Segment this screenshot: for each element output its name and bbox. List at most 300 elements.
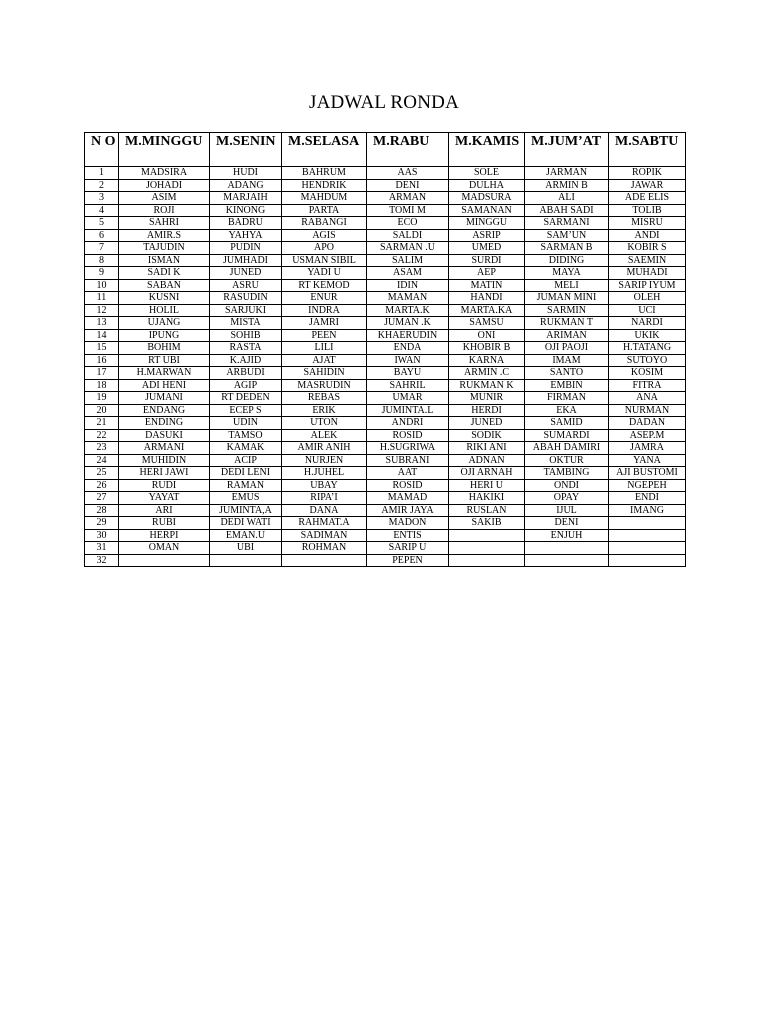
- table-row: [85, 467, 686, 480]
- cell-minggu: BOHIM: [119, 342, 210, 355]
- table-row: [85, 242, 686, 255]
- cell-senin: UBI: [210, 542, 282, 555]
- cell-senin: RT DEDEN: [210, 392, 282, 405]
- table-row: [85, 167, 686, 180]
- cell-sabtu: TOLIB: [609, 204, 686, 217]
- cell-jumat: MELI: [525, 279, 609, 292]
- table-row: [85, 367, 686, 380]
- cell-jumat: RUKMAN T: [525, 317, 609, 330]
- cell-kamis: SURDI: [449, 254, 525, 267]
- cell-kamis: SODIK: [449, 429, 525, 442]
- cell-kamis: SAMSU: [449, 317, 525, 330]
- cell-no: 2: [85, 179, 119, 192]
- cell-selasa: MASRUDIN: [282, 379, 367, 392]
- cell-sabtu: [609, 529, 686, 542]
- cell-senin: SOHIB: [210, 329, 282, 342]
- cell-jumat: ABAH DAMIRI: [525, 442, 609, 455]
- cell-senin: KINONG: [210, 204, 282, 217]
- cell-no: 5: [85, 217, 119, 230]
- table-row: [85, 279, 686, 292]
- cell-jumat: JARMAN: [525, 167, 609, 180]
- page-title: JADWAL RONDA: [309, 92, 459, 113]
- cell-senin: K.AJID: [210, 354, 282, 367]
- cell-kamis: AEP: [449, 267, 525, 280]
- cell-rabu: ENDA: [367, 342, 449, 355]
- cell-rabu: ROSID: [367, 479, 449, 492]
- cell-senin: RASUDIN: [210, 292, 282, 305]
- table-row: [85, 429, 686, 442]
- cell-sabtu: NGEPEH: [609, 479, 686, 492]
- cell-jumat: ARMIN B: [525, 179, 609, 192]
- cell-minggu: ROJI: [119, 204, 210, 217]
- cell-rabu: AMIR JAYA: [367, 504, 449, 517]
- cell-jumat: OPAY: [525, 492, 609, 505]
- cell-minggu: RUDI: [119, 479, 210, 492]
- cell-sabtu: OLEH: [609, 292, 686, 305]
- cell-rabu: TOMI M: [367, 204, 449, 217]
- cell-selasa: AMIR ANIH: [282, 442, 367, 455]
- cell-rabu: H.SUGRIWA: [367, 442, 449, 455]
- cell-minggu: TAJUDIN: [119, 242, 210, 255]
- cell-no: 29: [85, 517, 119, 530]
- cell-minggu: SAHRI: [119, 217, 210, 230]
- cell-selasa: PARTA: [282, 204, 367, 217]
- table-row: [85, 517, 686, 530]
- cell-kamis: RUKMAN K: [449, 379, 525, 392]
- cell-sabtu: ENDI: [609, 492, 686, 505]
- cell-rabu: IWAN: [367, 354, 449, 367]
- cell-minggu: JOHADI: [119, 179, 210, 192]
- cell-minggu: [119, 554, 210, 567]
- cell-selasa: RAHMAT.A: [282, 517, 367, 530]
- cell-minggu: SABAN: [119, 279, 210, 292]
- header-rabu: M.RABU: [367, 133, 449, 167]
- header-selasa: M.SELASA: [282, 133, 367, 167]
- cell-sabtu: H.TATANG: [609, 342, 686, 355]
- cell-selasa: RABANGI: [282, 217, 367, 230]
- cell-jumat: MAYA: [525, 267, 609, 280]
- cell-rabu: PEPEN: [367, 554, 449, 567]
- cell-jumat: DIDING: [525, 254, 609, 267]
- cell-kamis: OJI ARNAH: [449, 467, 525, 480]
- table-row: [85, 492, 686, 505]
- cell-rabu: SUBRANI: [367, 454, 449, 467]
- cell-no: 15: [85, 342, 119, 355]
- cell-selasa: LILI: [282, 342, 367, 355]
- table-row: [85, 504, 686, 517]
- cell-jumat: DENI: [525, 517, 609, 530]
- cell-no: 22: [85, 429, 119, 442]
- cell-minggu: ARI: [119, 504, 210, 517]
- cell-kamis: DULHA: [449, 179, 525, 192]
- cell-sabtu: SARIP IYUM: [609, 279, 686, 292]
- cell-selasa: SADIMAN: [282, 529, 367, 542]
- cell-rabu: SARIP U: [367, 542, 449, 555]
- cell-jumat: SAMID: [525, 417, 609, 430]
- cell-no: 4: [85, 204, 119, 217]
- cell-rabu: SAHRIL: [367, 379, 449, 392]
- cell-no: 10: [85, 279, 119, 292]
- cell-sabtu: MISRU: [609, 217, 686, 230]
- cell-selasa: YADI U: [282, 267, 367, 280]
- cell-kamis: HERI U: [449, 479, 525, 492]
- cell-sabtu: MUHADI: [609, 267, 686, 280]
- table-row: [85, 554, 686, 567]
- cell-selasa: AGIS: [282, 229, 367, 242]
- cell-sabtu: [609, 554, 686, 567]
- table-row: [85, 392, 686, 405]
- cell-no: 6: [85, 229, 119, 242]
- cell-no: 9: [85, 267, 119, 280]
- table-row: [85, 442, 686, 455]
- cell-rabu: ENTIS: [367, 529, 449, 542]
- cell-sabtu: AJI BUSTOMI: [609, 467, 686, 480]
- cell-jumat: SARMIN: [525, 304, 609, 317]
- cell-selasa: UBAY: [282, 479, 367, 492]
- cell-rabu: IDIN: [367, 279, 449, 292]
- cell-no: 17: [85, 367, 119, 380]
- table-row: [85, 292, 686, 305]
- cell-no: 30: [85, 529, 119, 542]
- table-row: [85, 317, 686, 330]
- cell-rabu: ANDRI: [367, 417, 449, 430]
- table-row: [85, 254, 686, 267]
- cell-jumat: SARMAN B: [525, 242, 609, 255]
- cell-selasa: RIPA’I: [282, 492, 367, 505]
- cell-kamis: ONI: [449, 329, 525, 342]
- cell-selasa: HENDRIK: [282, 179, 367, 192]
- cell-rabu: ROSID: [367, 429, 449, 442]
- cell-senin: ADANG: [210, 179, 282, 192]
- cell-jumat: IMAM: [525, 354, 609, 367]
- cell-senin: JUMINTA,A: [210, 504, 282, 517]
- table-row: [85, 267, 686, 280]
- table-row: [85, 454, 686, 467]
- cell-kamis: MINGGU: [449, 217, 525, 230]
- cell-selasa: UTON: [282, 417, 367, 430]
- cell-selasa: PEEN: [282, 329, 367, 342]
- cell-jumat: IJUL: [525, 504, 609, 517]
- cell-kamis: SAKIB: [449, 517, 525, 530]
- cell-sabtu: UKIK: [609, 329, 686, 342]
- cell-no: 24: [85, 454, 119, 467]
- cell-selasa: DANA: [282, 504, 367, 517]
- table-row: [85, 529, 686, 542]
- cell-kamis: KHOBIR B: [449, 342, 525, 355]
- cell-sabtu: [609, 542, 686, 555]
- cell-selasa: REBAS: [282, 392, 367, 405]
- cell-senin: PUDIN: [210, 242, 282, 255]
- cell-jumat: ENJUH: [525, 529, 609, 542]
- cell-selasa: USMAN SIBIL: [282, 254, 367, 267]
- cell-minggu: IPUNG: [119, 329, 210, 342]
- cell-senin: UDIN: [210, 417, 282, 430]
- cell-rabu: MAMAD: [367, 492, 449, 505]
- cell-no: 13: [85, 317, 119, 330]
- cell-jumat: ARIMAN: [525, 329, 609, 342]
- table-row: [85, 417, 686, 430]
- cell-kamis: ARMIN .C: [449, 367, 525, 380]
- cell-senin: JUMHADI: [210, 254, 282, 267]
- cell-minggu: OMAN: [119, 542, 210, 555]
- cell-minggu: SADI K: [119, 267, 210, 280]
- cell-senin: ACIP: [210, 454, 282, 467]
- cell-sabtu: JAWAR: [609, 179, 686, 192]
- cell-minggu: ENDANG: [119, 404, 210, 417]
- cell-senin: BADRU: [210, 217, 282, 230]
- cell-selasa: JAMRI: [282, 317, 367, 330]
- header-no: N O: [85, 133, 119, 167]
- table-row: [85, 192, 686, 205]
- cell-sabtu: ROPIK: [609, 167, 686, 180]
- cell-no: 23: [85, 442, 119, 455]
- cell-rabu: BAYU: [367, 367, 449, 380]
- cell-senin: RAMAN: [210, 479, 282, 492]
- cell-minggu: ASIM: [119, 192, 210, 205]
- cell-no: 3: [85, 192, 119, 205]
- table-row: [85, 217, 686, 230]
- cell-kamis: HAKIKI: [449, 492, 525, 505]
- cell-kamis: RIKI ANI: [449, 442, 525, 455]
- cell-jumat: EMBIN: [525, 379, 609, 392]
- cell-senin: ARBUDI: [210, 367, 282, 380]
- cell-minggu: ENDING: [119, 417, 210, 430]
- cell-kamis: JUNED: [449, 417, 525, 430]
- cell-jumat: SAM’UN: [525, 229, 609, 242]
- cell-kamis: MUNIR: [449, 392, 525, 405]
- cell-rabu: SARMAN .U: [367, 242, 449, 255]
- header-minggu: M.MINGGU: [119, 133, 210, 167]
- cell-selasa: ALEK: [282, 429, 367, 442]
- cell-minggu: ARMANI: [119, 442, 210, 455]
- cell-minggu: HOLIL: [119, 304, 210, 317]
- cell-no: 25: [85, 467, 119, 480]
- table-row: [85, 229, 686, 242]
- table-row: [85, 379, 686, 392]
- cell-rabu: SALDI: [367, 229, 449, 242]
- cell-jumat: ALI: [525, 192, 609, 205]
- ronda-schedule-table: [84, 132, 686, 567]
- cell-kamis: MARTA.KA: [449, 304, 525, 317]
- cell-sabtu: SAEMIN: [609, 254, 686, 267]
- cell-kamis: SOLE: [449, 167, 525, 180]
- table-row: [85, 542, 686, 555]
- header-row: [85, 133, 686, 167]
- cell-jumat: SARMANI: [525, 217, 609, 230]
- cell-rabu: UMAR: [367, 392, 449, 405]
- cell-senin: EMAN.U: [210, 529, 282, 542]
- cell-minggu: JUMANI: [119, 392, 210, 405]
- cell-no: 20: [85, 404, 119, 417]
- header-senin: M.SENIN: [210, 133, 282, 167]
- cell-jumat: EKA: [525, 404, 609, 417]
- cell-rabu: JUMAN .K: [367, 317, 449, 330]
- table-row: [85, 342, 686, 355]
- cell-no: 28: [85, 504, 119, 517]
- cell-no: 26: [85, 479, 119, 492]
- cell-senin: EMUS: [210, 492, 282, 505]
- cell-jumat: FIRMAN: [525, 392, 609, 405]
- cell-jumat: TAMBING: [525, 467, 609, 480]
- cell-senin: DEDI LENI: [210, 467, 282, 480]
- cell-kamis: [449, 554, 525, 567]
- cell-sabtu: NURMAN: [609, 404, 686, 417]
- cell-kamis: [449, 529, 525, 542]
- cell-rabu: AAS: [367, 167, 449, 180]
- header-jumat: M.JUM’AT: [525, 133, 609, 167]
- cell-minggu: RT UBI: [119, 354, 210, 367]
- cell-no: 27: [85, 492, 119, 505]
- cell-selasa: INDRA: [282, 304, 367, 317]
- cell-sabtu: ASEP.M: [609, 429, 686, 442]
- cell-rabu: KHAERUDIN: [367, 329, 449, 342]
- table-row: [85, 204, 686, 217]
- cell-kamis: RUSLAN: [449, 504, 525, 517]
- cell-kamis: HANDI: [449, 292, 525, 305]
- cell-rabu: DENI: [367, 179, 449, 192]
- cell-no: 1: [85, 167, 119, 180]
- cell-rabu: JUMINTA.L: [367, 404, 449, 417]
- cell-jumat: [525, 554, 609, 567]
- cell-sabtu: ANDI: [609, 229, 686, 242]
- cell-sabtu: YANA: [609, 454, 686, 467]
- cell-sabtu: SUTOYO: [609, 354, 686, 367]
- cell-rabu: MARTA.K: [367, 304, 449, 317]
- schedule-body: [85, 167, 686, 567]
- cell-no: 7: [85, 242, 119, 255]
- cell-sabtu: KOBIR S: [609, 242, 686, 255]
- cell-no: 18: [85, 379, 119, 392]
- cell-jumat: JUMAN MINI: [525, 292, 609, 305]
- cell-kamis: ASRIP: [449, 229, 525, 242]
- cell-sabtu: NARDI: [609, 317, 686, 330]
- cell-selasa: [282, 554, 367, 567]
- cell-kamis: UMED: [449, 242, 525, 255]
- cell-senin: [210, 554, 282, 567]
- cell-minggu: YAYAT: [119, 492, 210, 505]
- cell-selasa: MAHDUM: [282, 192, 367, 205]
- cell-no: 21: [85, 417, 119, 430]
- cell-rabu: SALIM: [367, 254, 449, 267]
- cell-senin: ASRU: [210, 279, 282, 292]
- cell-senin: AGIP: [210, 379, 282, 392]
- cell-jumat: SUMARDI: [525, 429, 609, 442]
- cell-minggu: ISMAN: [119, 254, 210, 267]
- cell-selasa: APO: [282, 242, 367, 255]
- header-sabtu: M.SABTU: [609, 133, 686, 167]
- cell-no: 16: [85, 354, 119, 367]
- cell-kamis: MADSURA: [449, 192, 525, 205]
- cell-jumat: OKTUR: [525, 454, 609, 467]
- cell-sabtu: UCI: [609, 304, 686, 317]
- cell-no: 8: [85, 254, 119, 267]
- cell-kamis: [449, 542, 525, 555]
- cell-minggu: UJANG: [119, 317, 210, 330]
- cell-senin: MISTA: [210, 317, 282, 330]
- cell-rabu: ASAM: [367, 267, 449, 280]
- cell-minggu: ADI HENI: [119, 379, 210, 392]
- cell-senin: DEDI WATI: [210, 517, 282, 530]
- cell-selasa: H.JUHEL: [282, 467, 367, 480]
- cell-minggu: MUHIDIN: [119, 454, 210, 467]
- table-row: [85, 354, 686, 367]
- cell-rabu: AAT: [367, 467, 449, 480]
- cell-kamis: SAMANAN: [449, 204, 525, 217]
- cell-selasa: AJAT: [282, 354, 367, 367]
- cell-rabu: MAMAN: [367, 292, 449, 305]
- cell-sabtu: JAMRA: [609, 442, 686, 455]
- cell-minggu: MADSIRA: [119, 167, 210, 180]
- table-row: [85, 404, 686, 417]
- cell-senin: HUDI: [210, 167, 282, 180]
- cell-selasa: SAHIDIN: [282, 367, 367, 380]
- cell-selasa: NURJEN: [282, 454, 367, 467]
- cell-no: 11: [85, 292, 119, 305]
- cell-sabtu: FITRA: [609, 379, 686, 392]
- table-row: [85, 329, 686, 342]
- cell-minggu: H.MARWAN: [119, 367, 210, 380]
- cell-senin: MARJAIH: [210, 192, 282, 205]
- cell-minggu: RUBI: [119, 517, 210, 530]
- cell-minggu: HERPI: [119, 529, 210, 542]
- cell-selasa: RT KEMOD: [282, 279, 367, 292]
- cell-rabu: ECO: [367, 217, 449, 230]
- cell-rabu: ARMAN: [367, 192, 449, 205]
- cell-sabtu: KOSIM: [609, 367, 686, 380]
- cell-selasa: ERIK: [282, 404, 367, 417]
- cell-sabtu: ADE ELIS: [609, 192, 686, 205]
- cell-rabu: MADON: [367, 517, 449, 530]
- cell-sabtu: ANA: [609, 392, 686, 405]
- table-row: [85, 304, 686, 317]
- cell-no: 14: [85, 329, 119, 342]
- cell-sabtu: [609, 517, 686, 530]
- cell-no: 19: [85, 392, 119, 405]
- cell-sabtu: DADAN: [609, 417, 686, 430]
- cell-no: 32: [85, 554, 119, 567]
- cell-kamis: ADNAN: [449, 454, 525, 467]
- cell-selasa: BAHRUM: [282, 167, 367, 180]
- cell-sabtu: IMANG: [609, 504, 686, 517]
- cell-selasa: ROHMAN: [282, 542, 367, 555]
- header-kamis: M.KAMIS: [449, 133, 525, 167]
- cell-jumat: [525, 542, 609, 555]
- cell-minggu: DASUKI: [119, 429, 210, 442]
- cell-senin: ECEP S: [210, 404, 282, 417]
- cell-jumat: ABAH SADI: [525, 204, 609, 217]
- cell-senin: JUNED: [210, 267, 282, 280]
- cell-kamis: MATIN: [449, 279, 525, 292]
- cell-jumat: ONDI: [525, 479, 609, 492]
- cell-senin: RASTA: [210, 342, 282, 355]
- cell-no: 31: [85, 542, 119, 555]
- cell-jumat: SANTO: [525, 367, 609, 380]
- cell-jumat: OJI PAOJI: [525, 342, 609, 355]
- table-row: [85, 479, 686, 492]
- cell-selasa: ENUR: [282, 292, 367, 305]
- cell-senin: SARJUKI: [210, 304, 282, 317]
- cell-senin: KAMAK: [210, 442, 282, 455]
- cell-minggu: AMIR.S: [119, 229, 210, 242]
- cell-kamis: KARNA: [449, 354, 525, 367]
- cell-minggu: KUSNI: [119, 292, 210, 305]
- cell-senin: YAHYA: [210, 229, 282, 242]
- cell-no: 12: [85, 304, 119, 317]
- cell-senin: TAMSO: [210, 429, 282, 442]
- cell-minggu: HERI JAWI: [119, 467, 210, 480]
- table-row: [85, 179, 686, 192]
- cell-kamis: HERDI: [449, 404, 525, 417]
